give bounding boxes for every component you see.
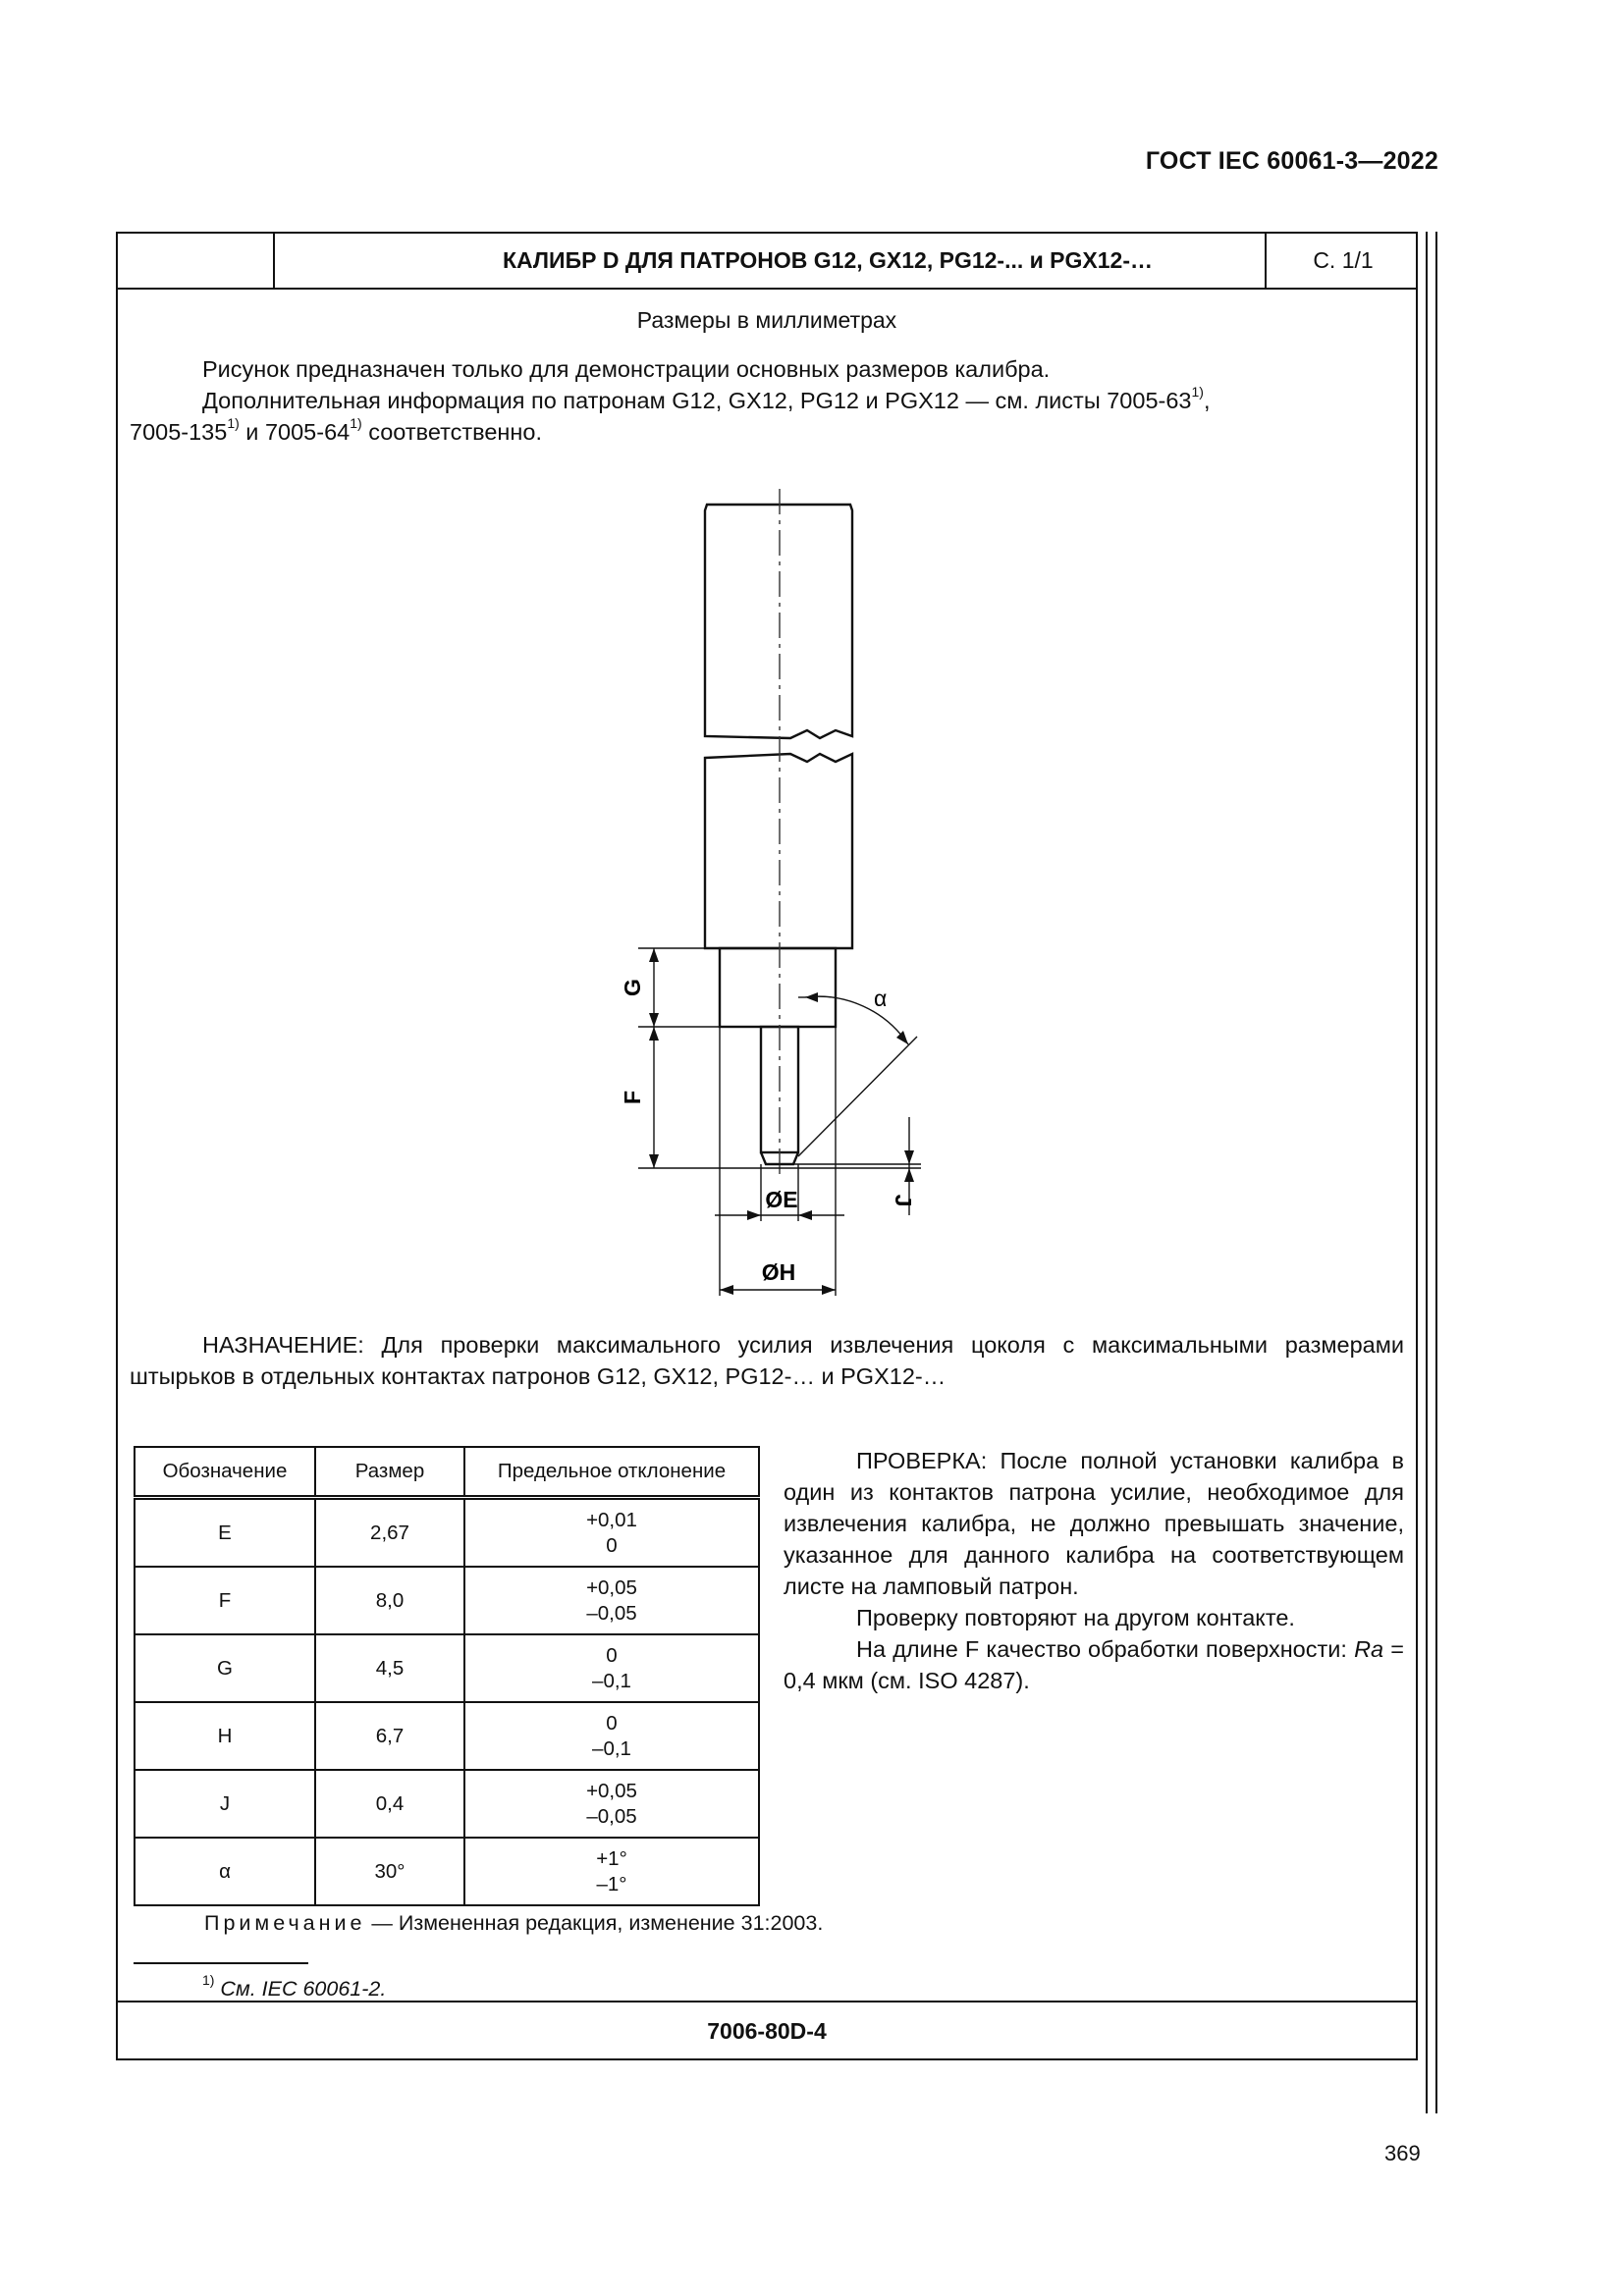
check-paragraph-2: Проверку повторяют на другом контакте.	[856, 1605, 1295, 1630]
tol-upper: 0	[606, 1643, 618, 1667]
units-note: Размеры в миллиметрах	[636, 307, 897, 333]
footnote-ref: 1)	[1191, 384, 1204, 400]
label-g: G	[620, 979, 645, 996]
intro-line-1: Рисунок предназначен только для демонстрации основных размеров калибра.	[202, 356, 1051, 382]
tol-lower: –0,1	[592, 1669, 631, 1692]
alpha-arc	[805, 996, 908, 1044]
footnote-text: См. IEC 60061-2.	[214, 1977, 387, 2001]
cell-size: 8,0	[315, 1567, 464, 1634]
tol-lower: –1°	[596, 1872, 627, 1896]
note-text: — Измененная редакция, изменение 31:2003.	[365, 1911, 824, 1935]
cell-size: 0,4	[315, 1770, 464, 1838]
table-row	[135, 1567, 759, 1634]
purpose-text: НАЗНАЧЕНИЕ: Для проверки максимального усилия извлечения цоколя с максимальными размерами штырьков в отдельных контактах патронов G12, GX12, PG12-… и PGX12-…	[130, 1332, 1404, 1389]
tol-lower: –0,1	[592, 1736, 631, 1760]
sheet-edge-line	[1435, 232, 1437, 2113]
dimensions-table	[134, 1446, 760, 1906]
cell-tolerance	[464, 1634, 759, 1702]
tol-lower: –0,05	[586, 1804, 637, 1828]
tol-lower: –0,05	[586, 1601, 637, 1625]
intro-line-2-text: Дополнительная информация по патронам G12, GX12, PG12 и PGX12 — см. листы 7005-63	[202, 388, 1192, 413]
cell-symbol: F	[135, 1567, 315, 1634]
table-row	[135, 1702, 759, 1770]
table-row	[135, 1838, 759, 1905]
check-paragraph-3	[784, 1633, 1404, 1696]
sheet-number: 7006-80D-4	[118, 2001, 1416, 2062]
tol-upper: +0,01	[586, 1508, 637, 1531]
cell-size: 4,5	[315, 1634, 464, 1702]
check-p3-end: = 0,4 мкм (см. ISO 4287).	[784, 1636, 1404, 1693]
label-alpha: α	[874, 986, 888, 1011]
cell-size: 2,67	[315, 1498, 464, 1568]
sheet-frame	[116, 232, 1418, 2060]
cell-tolerance	[464, 1567, 759, 1634]
gauge-collar	[720, 948, 836, 1027]
alpha-leg	[798, 1037, 917, 1156]
note	[204, 1911, 823, 1936]
note-label: Примечание	[204, 1911, 366, 1935]
intro-comma: ,	[1203, 388, 1211, 413]
cell-symbol: E	[135, 1498, 315, 1568]
gauge-body-upper	[705, 505, 852, 738]
tol-lower: 0	[606, 1533, 618, 1557]
table-row	[135, 1634, 759, 1702]
cell-tolerance	[464, 1702, 759, 1770]
roughness-symbol: Ra	[1354, 1636, 1384, 1662]
footnote-ref: 1)	[227, 415, 240, 432]
label-e: ØE	[765, 1187, 798, 1212]
table-row	[135, 1770, 759, 1838]
col-header: Предельное отклонение	[464, 1447, 759, 1498]
footnote-ref: 1)	[350, 415, 362, 432]
intro-sheet-135: 7005-135	[130, 419, 228, 445]
tol-upper: +0,05	[586, 1575, 637, 1599]
footnote-mark: 1)	[202, 1971, 215, 1988]
cell-size: 6,7	[315, 1702, 464, 1770]
cell-symbol: J	[135, 1770, 315, 1838]
label-h: ØH	[761, 1259, 796, 1285]
footnote-separator	[134, 1962, 308, 1964]
cell-size: 30°	[315, 1838, 464, 1905]
cell-symbol: G	[135, 1634, 315, 1702]
cell-symbol: H	[135, 1702, 315, 1770]
col-header: Размер	[315, 1447, 464, 1498]
tol-upper: +1°	[596, 1846, 627, 1870]
sheet-page: С. 1/1	[1265, 234, 1420, 288]
intro-end: соответственно.	[361, 419, 542, 445]
cell-tolerance	[464, 1498, 759, 1568]
sheet-edge-line	[1426, 232, 1428, 2113]
cell-symbol: α	[135, 1838, 315, 1905]
table-row	[135, 1498, 759, 1568]
standard-designation: ГОСТ IEC 60061-3—2022	[1145, 147, 1438, 175]
check-paragraph-1: ПРОВЕРКА: После полной установки калибра в один из контактов патрона усилие, необходимое для извлечения калибра, не должно превышать значение, указанное для данного калибра на соответствующем листе на ламповый патрон.	[784, 1448, 1404, 1599]
label-j: J	[891, 1194, 916, 1207]
gauge-body-lower	[705, 754, 852, 948]
check-p3-start: На длине F качество обработки поверхности:	[856, 1636, 1355, 1662]
footnote	[202, 1971, 387, 2002]
tol-upper: 0	[606, 1711, 618, 1735]
cell-tolerance	[464, 1838, 759, 1905]
sheet-title: КАЛИБР D ДЛЯ ПАТРОНОВ G12, GX12, PG12-... и PGX12-…	[502, 247, 1153, 273]
label-f: F	[620, 1090, 645, 1105]
gauge-drawing	[118, 234, 1420, 1323]
page-number: 369	[1384, 2141, 1421, 2165]
tol-upper: +0,05	[586, 1779, 637, 1802]
check-text	[784, 1445, 1404, 1696]
col-header: Обозначение	[135, 1447, 315, 1498]
intro-sheet-64: и 7005-64	[239, 419, 351, 445]
cell-tolerance	[464, 1770, 759, 1838]
